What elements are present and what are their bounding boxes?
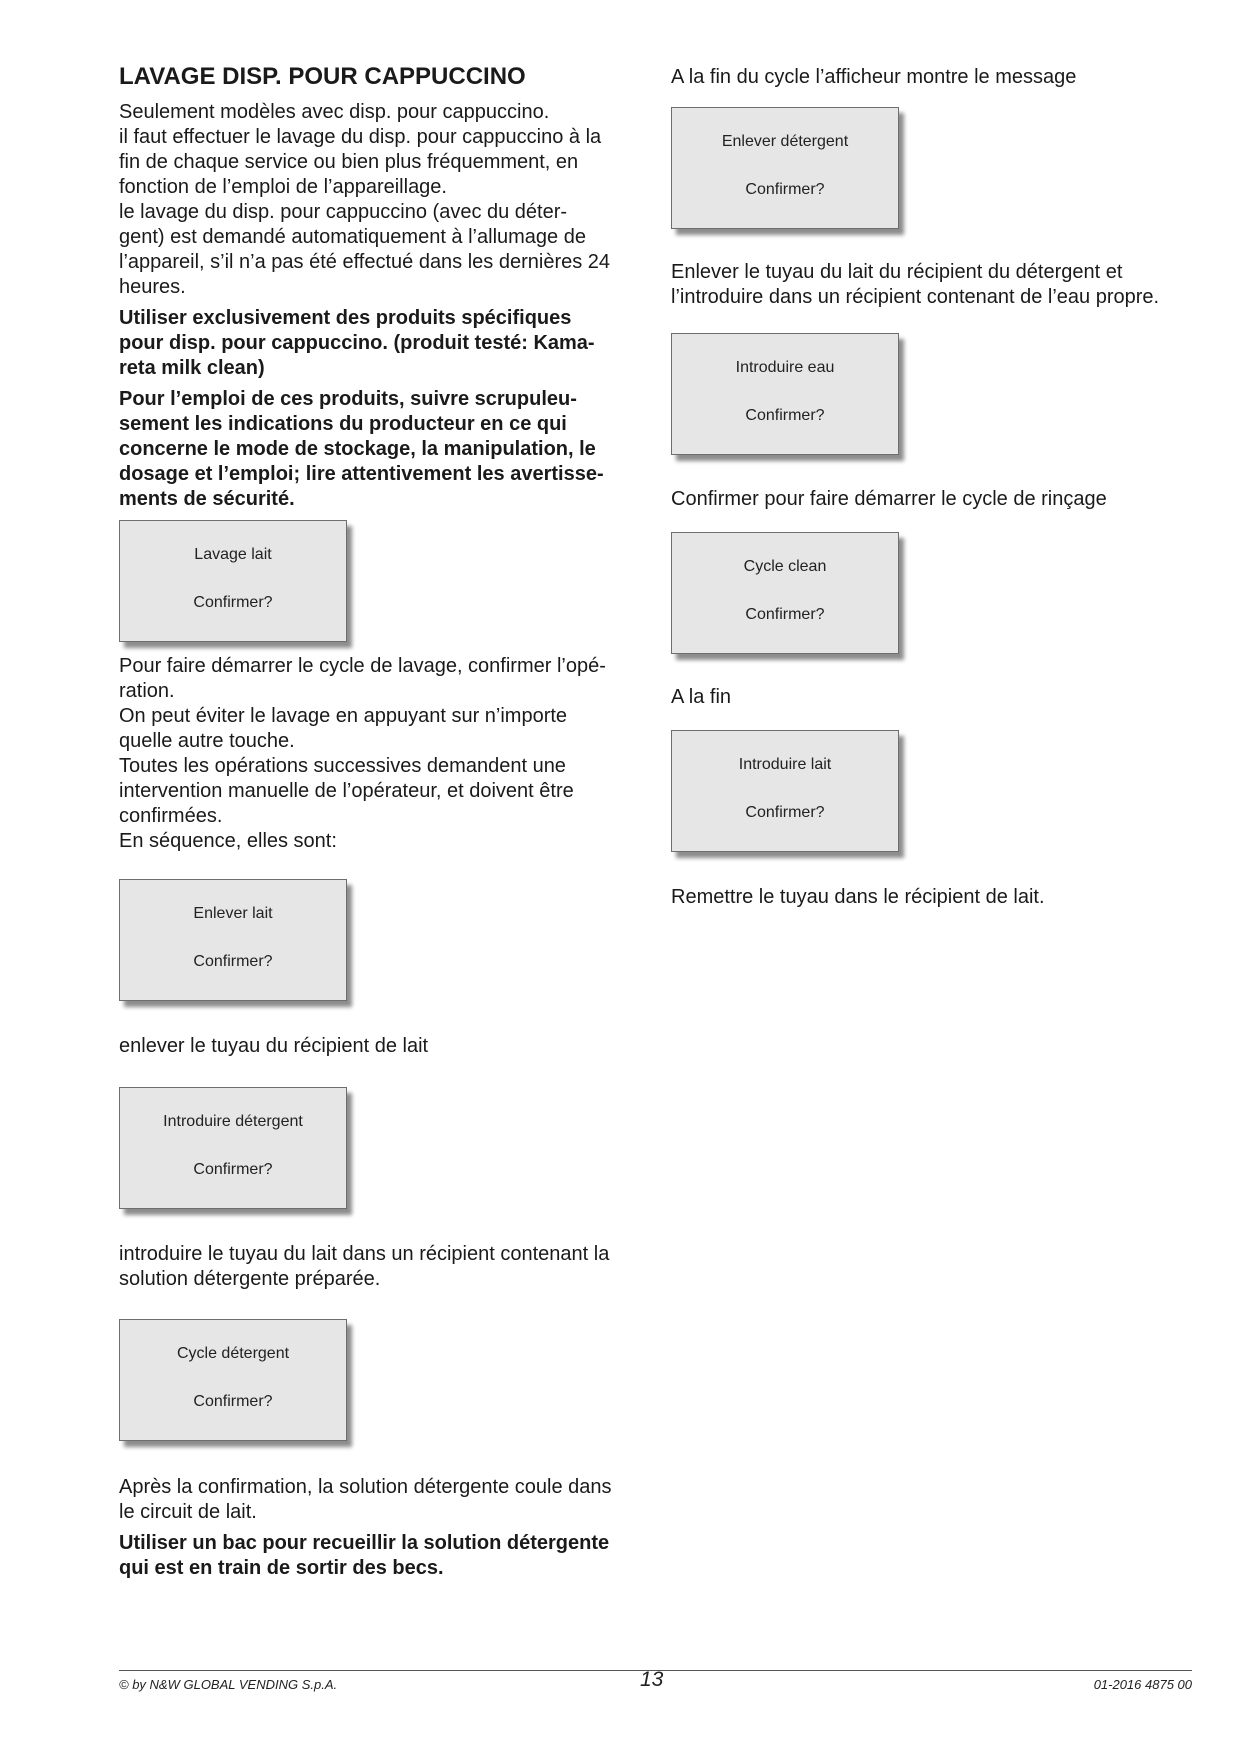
display-prompt: Confirmer? bbox=[193, 594, 273, 611]
display-message: Introduire détergent bbox=[163, 1113, 303, 1130]
text-line: concerne le mode de stockage, la manipulation, le bbox=[119, 438, 596, 460]
paragraph-insert-tube bbox=[119, 1242, 639, 1292]
text-line: le circuit de lait. bbox=[119, 1501, 257, 1523]
text-line: Enlever le tuyau du lait du récipient du détergent et bbox=[671, 261, 1123, 283]
text-line: fonction de l’emploi de l’appareillage. bbox=[119, 176, 447, 198]
text-line: sement les indications du producteur en ce qui bbox=[119, 413, 567, 435]
text-line: On peut éviter le lavage en appuyant sur n’importe bbox=[119, 705, 568, 727]
text-line: gent) est demandé automatiquement à l’allumage de bbox=[119, 226, 586, 248]
text-line: il faut effectuer le lavage du disp. pour cappuccino à la bbox=[119, 126, 602, 148]
warning-products bbox=[119, 306, 639, 381]
text-line: confirmées. bbox=[119, 805, 223, 827]
section-title: LAVAGE DISP. POUR CAPPUCCINO bbox=[119, 63, 526, 90]
text-line: solution détergente préparée. bbox=[119, 1268, 381, 1290]
text-line: dosage et l’emploi; lire attentivement les avertisse- bbox=[119, 463, 604, 485]
paragraph-rinse: Confirmer pour faire démarrer le cycle de rinçage bbox=[671, 488, 1107, 510]
display-introduire-detergent bbox=[119, 1087, 347, 1209]
display-prompt: Confirmer? bbox=[745, 181, 825, 198]
left-column bbox=[119, 62, 639, 1581]
paragraph-after-confirm bbox=[119, 1475, 639, 1525]
text-line: Pour l’emploi de ces produits, suivre scrupuleu- bbox=[119, 388, 577, 410]
footer-copyright: © by N&W GLOBAL VENDING S.p.A. bbox=[119, 1677, 338, 1692]
display-prompt: Confirmer? bbox=[745, 804, 825, 821]
display-introduire-eau bbox=[671, 333, 899, 455]
display-message: Introduire lait bbox=[738, 756, 832, 773]
paragraph-replace-tube: Remettre le tuyau dans le récipient de lait. bbox=[671, 886, 1045, 908]
display-message: Cycle détergent bbox=[176, 1345, 290, 1362]
paragraph-end-cycle: A la fin du cycle l’afficheur montre le message bbox=[671, 66, 1077, 88]
text-line: reta milk clean) bbox=[119, 357, 265, 379]
text-line: Utiliser exclusivement des produits spécifiques bbox=[119, 307, 572, 329]
paragraph-clean-water bbox=[671, 260, 1191, 310]
paragraph-at-end: A la fin bbox=[671, 686, 732, 708]
display-cycle-clean bbox=[671, 532, 899, 654]
display-enlever-lait bbox=[119, 879, 347, 1001]
text-line: introduire le tuyau du lait dans un récipient contenant la bbox=[119, 1243, 610, 1265]
right-column bbox=[671, 62, 1191, 910]
text-line: l’appareil, s’il n’a pas été effectué dans les dernières 24 bbox=[119, 251, 611, 273]
display-message: Introduire eau bbox=[735, 359, 835, 376]
display-message: Lavage lait bbox=[194, 546, 272, 563]
text-line: ments de sécurité. bbox=[119, 488, 295, 510]
text-line: le lavage du disp. pour cappuccino (avec du déter- bbox=[119, 201, 568, 223]
text-line: heures. bbox=[119, 276, 186, 298]
text-line: Pour faire démarrer le cycle de lavage, confirmer l’opé- bbox=[119, 655, 606, 677]
text-line: Utiliser un bac pour recueillir la solution détergente bbox=[119, 1532, 610, 1554]
text-line: ration. bbox=[119, 680, 175, 702]
footer-doc-code: 01-2016 4875 00 bbox=[1093, 1677, 1192, 1692]
display-prompt: Confirmer? bbox=[745, 407, 825, 424]
intro-paragraph bbox=[119, 100, 639, 300]
display-message: Enlever lait bbox=[193, 905, 273, 922]
display-message: Cycle clean bbox=[743, 558, 827, 575]
display-prompt: Confirmer? bbox=[193, 953, 273, 970]
text-line: Seulement modèles avec disp. pour cappuccino. bbox=[119, 101, 550, 123]
display-prompt: Confirmer? bbox=[745, 606, 825, 623]
text-line: qui est en train de sortir des becs. bbox=[119, 1557, 444, 1579]
text-line: fin de chaque service ou bien plus fréquemment, en bbox=[119, 151, 579, 173]
display-enlever-detergent bbox=[671, 107, 899, 229]
paragraph-remove-tube: enlever le tuyau du récipient de lait bbox=[119, 1035, 429, 1057]
display-cycle-detergent bbox=[119, 1319, 347, 1441]
text-line: En séquence, elles sont: bbox=[119, 830, 337, 852]
display-message: Enlever détergent bbox=[721, 133, 849, 150]
display-prompt: Confirmer? bbox=[193, 1161, 273, 1178]
text-line: Après la confirmation, la solution détergente coule dans bbox=[119, 1476, 612, 1498]
text-line: quelle autre touche. bbox=[119, 730, 295, 752]
text-line: intervention manuelle de l’opérateur, et doivent être bbox=[119, 780, 574, 802]
text-line: pour disp. pour cappuccino. (produit testé: Kama- bbox=[119, 332, 595, 354]
text-line: Toutes les opérations successives demandent une bbox=[119, 755, 566, 777]
text-line: l’introduire dans un récipient contenant de l’eau propre. bbox=[671, 286, 1160, 308]
warning-safety bbox=[119, 387, 639, 512]
display-prompt: Confirmer? bbox=[193, 1393, 273, 1410]
page-number: 13 bbox=[640, 1668, 664, 1691]
display-introduire-lait bbox=[671, 730, 899, 852]
warning-tray bbox=[119, 1531, 639, 1581]
display-lavage-lait bbox=[119, 520, 347, 642]
paragraph-start-cycle bbox=[119, 654, 639, 854]
